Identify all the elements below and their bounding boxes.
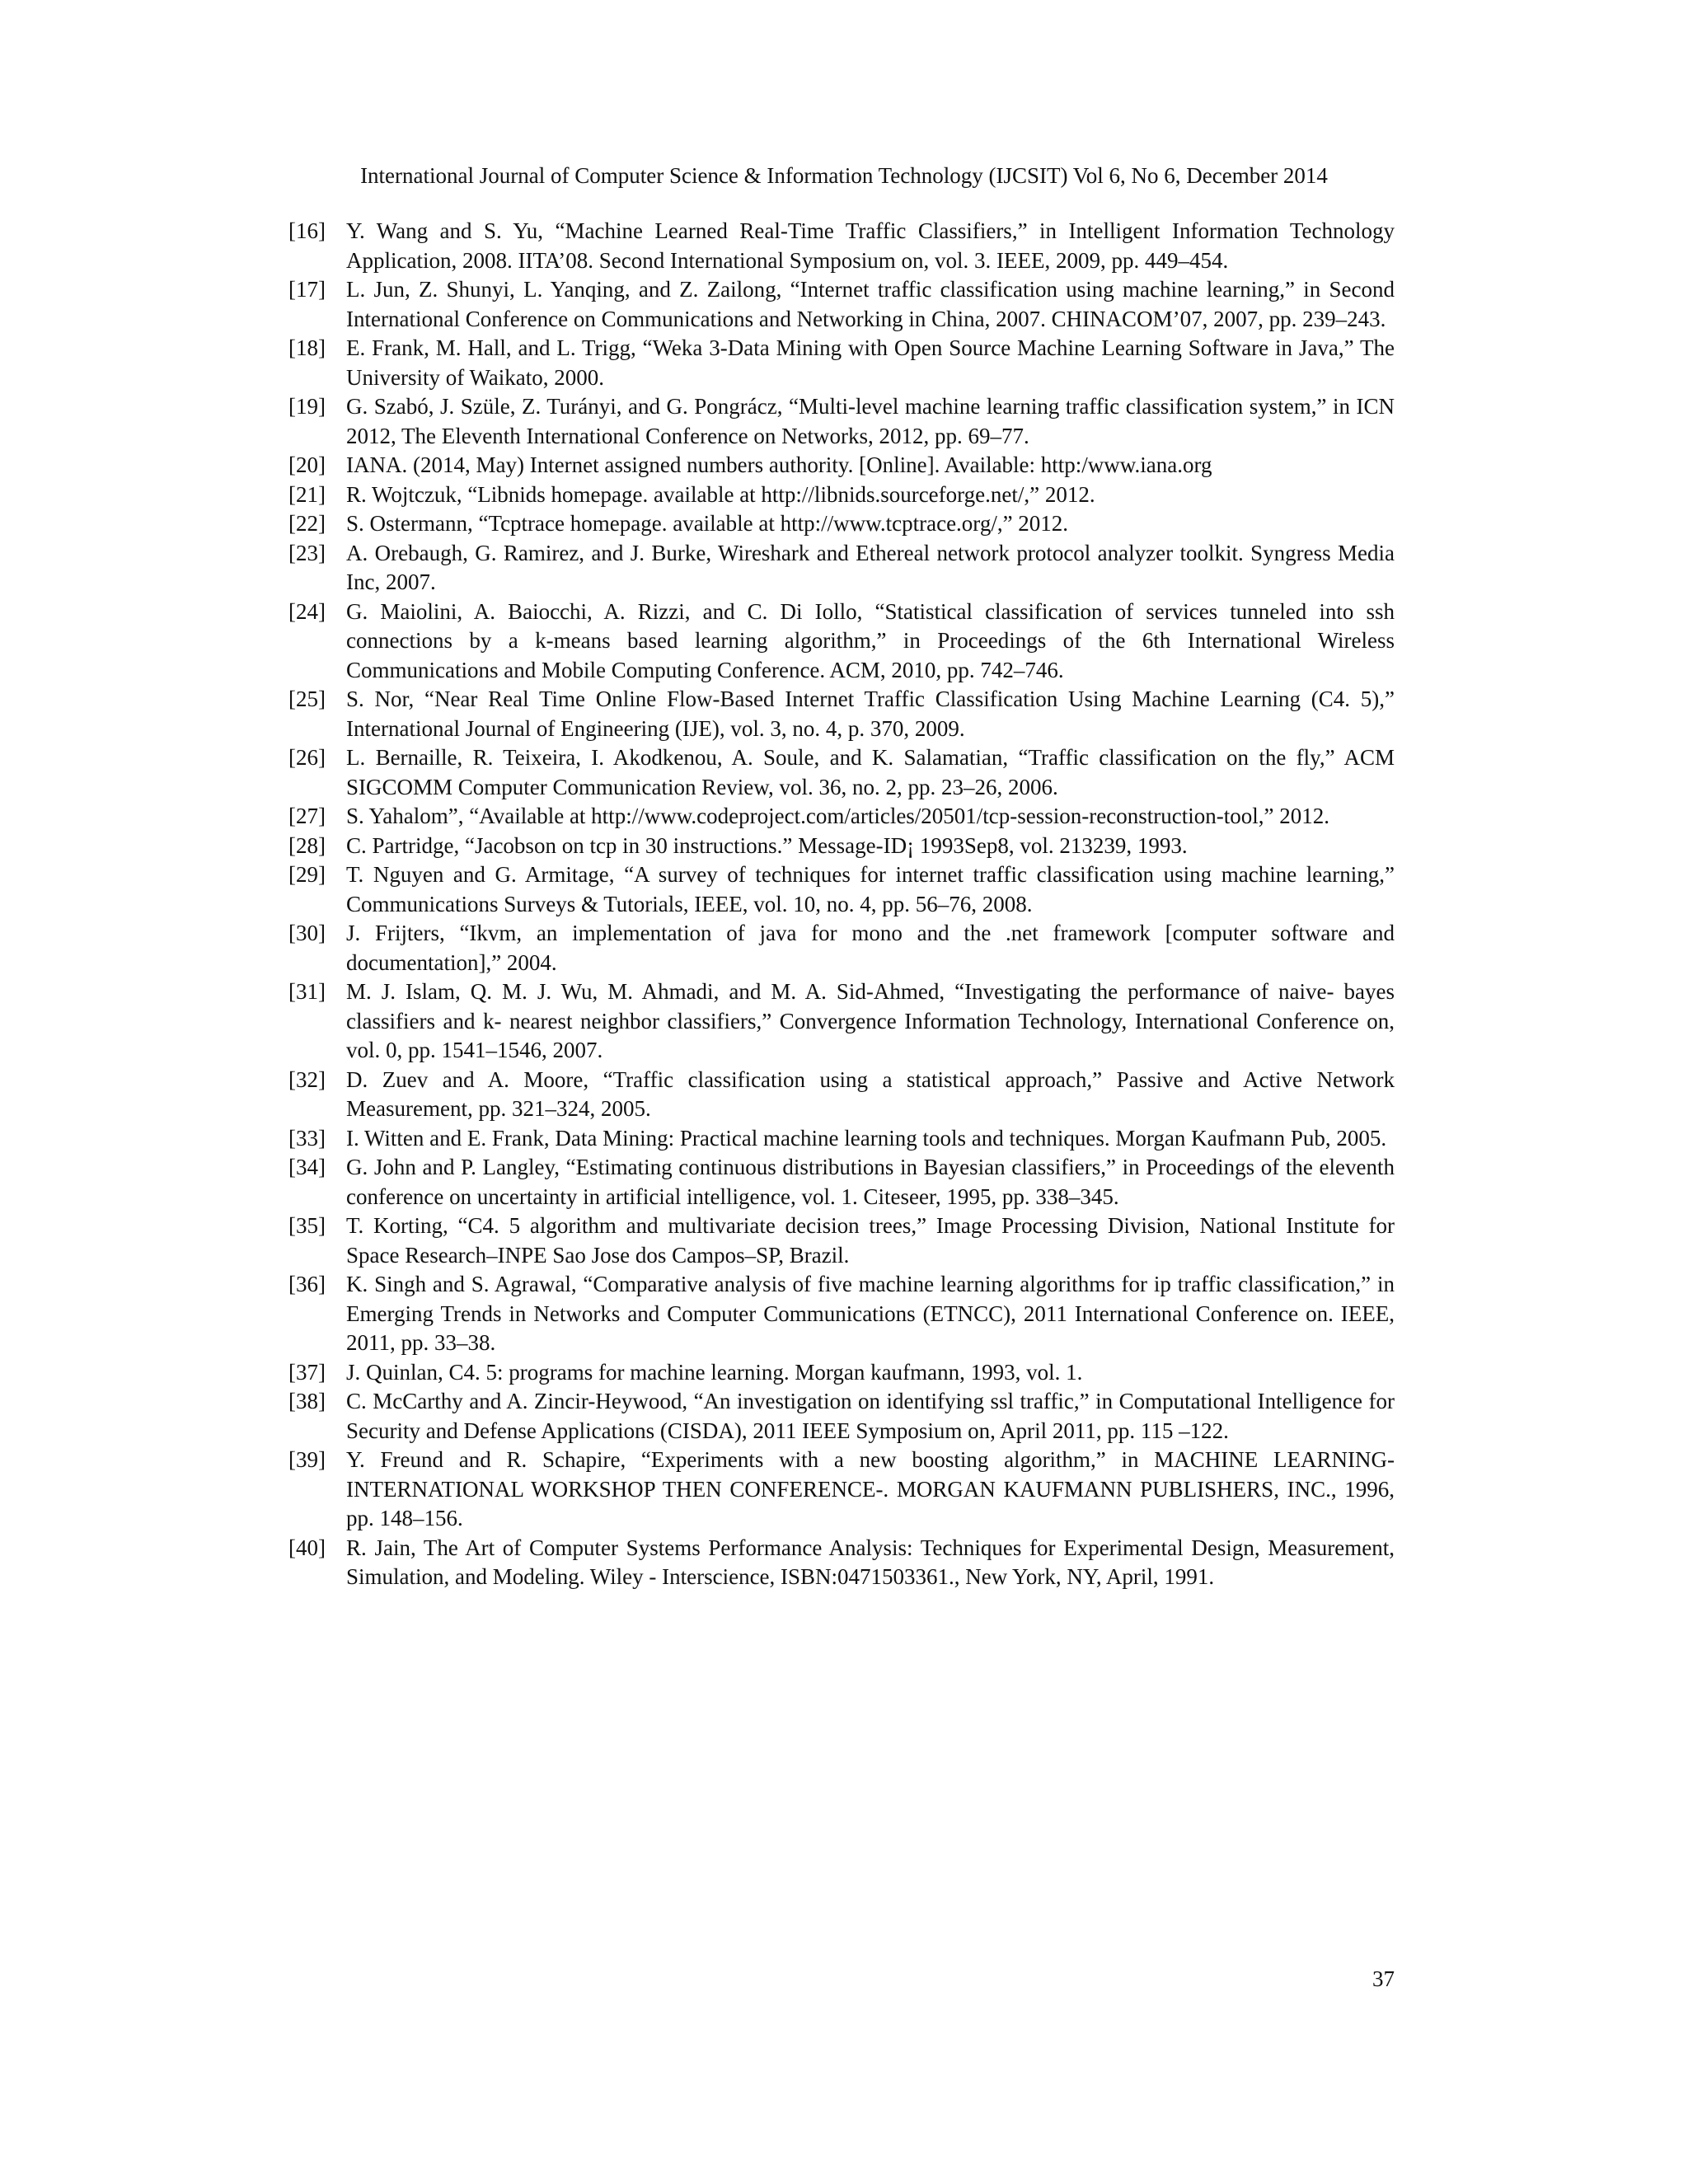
reference-text: C. Partridge, “Jacobson on tcp in 30 instructions.” Message-ID¡ 1993Sep8, vol. 213239, 1993. xyxy=(346,832,1188,858)
reference-number: [23] xyxy=(288,540,326,565)
reference-item xyxy=(288,860,1395,919)
reference-item xyxy=(288,275,1395,334)
reference-number: [25] xyxy=(288,687,326,711)
reference-number: [38] xyxy=(288,1389,326,1413)
reference-number: [40] xyxy=(288,1535,326,1560)
reference-text: K. Singh and S. Agrawal, “Comparative analysis of five machine learning algorithms for ip traffic classification,” in Emerging Trends in Networks and Computer Communications (ETNCC), 2011 International Conference on. IEEE, 2011, pp. 33–38. xyxy=(346,1272,1395,1355)
reference-text: S. Yahalom”, “Available at http://www.codeproject.com/articles/20501/tcp-session-reconstruction-tool,” 2012. xyxy=(346,804,1329,828)
reference-item xyxy=(288,685,1395,743)
reference-number: [32] xyxy=(288,1066,326,1092)
page-number: 37 xyxy=(1372,1966,1395,1991)
reference-item xyxy=(288,1387,1395,1446)
reference-item xyxy=(288,977,1395,1066)
reference-item xyxy=(288,334,1395,392)
reference-text: IANA. (2014, May) Internet assigned numbers authority. [Online]. Available: http:/www.iana.org xyxy=(346,452,1212,477)
reference-number: [26] xyxy=(288,745,326,770)
reference-text: S. Ostermann, “Tcptrace homepage. available at http://www.tcptrace.org/,” 2012. xyxy=(346,511,1069,536)
reference-text: Y. Freund and R. Schapire, “Experiments with a new boosting algorithm,” in MACHINE LEARNING-INTERNATIONAL WORKSHOP THEN CONFERENCE-. MORGAN KAUFMANN PUBLISHERS, INC., 1996, pp. 148–156. xyxy=(346,1447,1395,1530)
reference-text: Y. Wang and S. Yu, “Machine Learned Real-Time Traffic Classifiers,” in Intelligent Information Technology Application, 2008. IITA’08. Second International Symposium on, vol. 3. IEEE, 2009, pp. 449–454. xyxy=(346,218,1395,273)
reference-text: D. Zuev and A. Moore, “Traffic classification using a statistical approach,” Passive and Active Network Measurement, pp. 321–324, 2005. xyxy=(346,1066,1395,1121)
reference-item xyxy=(288,598,1395,686)
reference-item xyxy=(288,1446,1395,1534)
reference-text: E. Frank, M. Hall, and L. Trigg, “Weka 3-Data Mining with Open Source Machine Learning Software in Java,” The University of Waikato, 2000. xyxy=(346,335,1395,390)
reference-text: L. Jun, Z. Shunyi, L. Yanqing, and Z. Zailong, “Internet traffic classification using machine learning,” in Second International Conference on Communications and Networking in China, 2007. CHINACOM’07, 2007, pp. 239–243. xyxy=(346,277,1395,331)
reference-number: [18] xyxy=(288,335,326,360)
reference-list xyxy=(288,217,1395,1592)
reference-number: [19] xyxy=(288,394,326,419)
reference-text: R. Jain, The Art of Computer Systems Performance Analysis: Techniques for Experimental Design, Measurement, Simulation, and Modeling. Wiley - Interscience, ISBN:0471503361., New York, NY, April, 1991. xyxy=(346,1535,1395,1589)
reference-number: [20] xyxy=(288,452,326,477)
reference-text: G. Maiolini, A. Baiocchi, A. Rizzi, and C. Di Iollo, “Statistical classification of services tunneled into ssh connections by a k-means based learning algorithm,” in Proceedings of the 6th International Wireless Communications and Mobile Computing Conference. ACM, 2010, pp. 742–746. xyxy=(346,598,1395,682)
reference-number: [29] xyxy=(288,862,326,887)
reference-text: J. Frijters, “Ikvm, an implementation of java for mono and the .net framework [computer software and documentation],” 2004. xyxy=(346,921,1395,975)
journal-running-header: International Journal of Computer Science & Information Technology (IJCSIT) Vol 6, No 6, December 2014 xyxy=(360,163,1328,188)
reference-number: [24] xyxy=(288,598,326,624)
reference-item xyxy=(288,1124,1395,1154)
reference-number: [36] xyxy=(288,1272,326,1296)
reference-text: G. John and P. Langley, “Estimating continuous distributions in Bayesian classifiers,” in Proceedings of the eleventh conference on uncertainty in artificial intelligence, vol. 1. Citeseer, 1995, pp. 338–345. xyxy=(346,1155,1395,1209)
reference-number: [17] xyxy=(288,277,326,302)
reference-item xyxy=(288,509,1395,539)
reference-text: T. Nguyen and G. Armitage, “A survey of techniques for internet traffic classification using machine learning,” Communications Surveys & Tutorials, IEEE, vol. 10, no. 4, pp. 56–76, 2008. xyxy=(346,862,1395,916)
reference-text: M. J. Islam, Q. M. J. Wu, M. Ahmadi, and M. A. Sid-Ahmed, “Investigating the performance of naive- bayes classifiers and k- nearest neighbor classifiers,” Convergence Information Technology, International Conference on, vol. 0, pp. 1541–1546, 2007. xyxy=(346,979,1395,1062)
reference-text: I. Witten and E. Frank, Data Mining: Practical machine learning tools and techniques. Morgan Kaufmann Pub, 2005. xyxy=(346,1125,1387,1151)
reference-number: [16] xyxy=(288,218,326,243)
reference-number: [39] xyxy=(288,1447,326,1472)
reference-number: [30] xyxy=(288,921,326,945)
reference-item xyxy=(288,1153,1395,1212)
reference-number: [27] xyxy=(288,804,326,828)
reference-number: [35] xyxy=(288,1213,326,1238)
reference-item xyxy=(288,1534,1395,1592)
reference-text: L. Bernaille, R. Teixeira, I. Akodkenou, A. Soule, and K. Salamatian, “Traffic classification on the fly,” ACM SIGCOMM Computer Communication Review, vol. 36, no. 2, pp. 23–26, 2006. xyxy=(346,745,1395,799)
reference-item xyxy=(288,480,1395,510)
reference-item xyxy=(288,802,1395,832)
reference-text: C. McCarthy and A. Zincir-Heywood, “An investigation on identifying ssl traffic,” in Computational Intelligence for Security and Defense Applications (CISDA), 2011 IEEE Symposium on, April 2011, pp. 115 –122. xyxy=(346,1389,1395,1443)
reference-text: T. Korting, “C4. 5 algorithm and multivariate decision trees,” Image Processing Division, National Institute for Space Research–INPE Sao Jose dos Campos–SP, Brazil. xyxy=(346,1213,1395,1268)
reference-item xyxy=(288,392,1395,451)
reference-item xyxy=(288,1270,1395,1358)
reference-number: [37] xyxy=(288,1359,326,1385)
reference-item xyxy=(288,217,1395,275)
reference-item xyxy=(288,919,1395,977)
reference-number: [34] xyxy=(288,1155,326,1179)
reference-item xyxy=(288,832,1395,861)
reference-number: [31] xyxy=(288,979,326,1004)
reference-number: [28] xyxy=(288,832,326,858)
reference-text: G. Szabó, J. Szüle, Z. Turányi, and G. Pongrácz, “Multi-level machine learning traffic classification system,” in ICN 2012, The Eleventh International Conference on Networks, 2012, pp. 69–77. xyxy=(346,394,1395,448)
reference-item xyxy=(288,743,1395,802)
reference-text: S. Nor, “Near Real Time Online Flow-Based Internet Traffic Classification Using Machine Learning (C4. 5),” International Journal of Engineering (IJE), vol. 3, no. 4, p. 370, 2009. xyxy=(346,687,1395,741)
reference-item xyxy=(288,451,1395,480)
reference-number: [33] xyxy=(288,1125,326,1151)
reference-text: R. Wojtczuk, “Libnids homepage. available at http://libnids.sourceforge.net/,” 2012. xyxy=(346,481,1095,507)
reference-item xyxy=(288,539,1395,598)
reference-text: A. Orebaugh, G. Ramirez, and J. Burke, Wireshark and Ethereal network protocol analyzer toolkit. Syngress Media Inc, 2007. xyxy=(346,540,1395,594)
reference-item xyxy=(288,1212,1395,1270)
reference-number: [21] xyxy=(288,481,326,507)
reference-number: [22] xyxy=(288,511,326,536)
reference-item xyxy=(288,1358,1395,1388)
reference-text: J. Quinlan, C4. 5: programs for machine learning. Morgan kaufmann, 1993, vol. 1. xyxy=(346,1359,1083,1385)
reference-item xyxy=(288,1066,1395,1124)
